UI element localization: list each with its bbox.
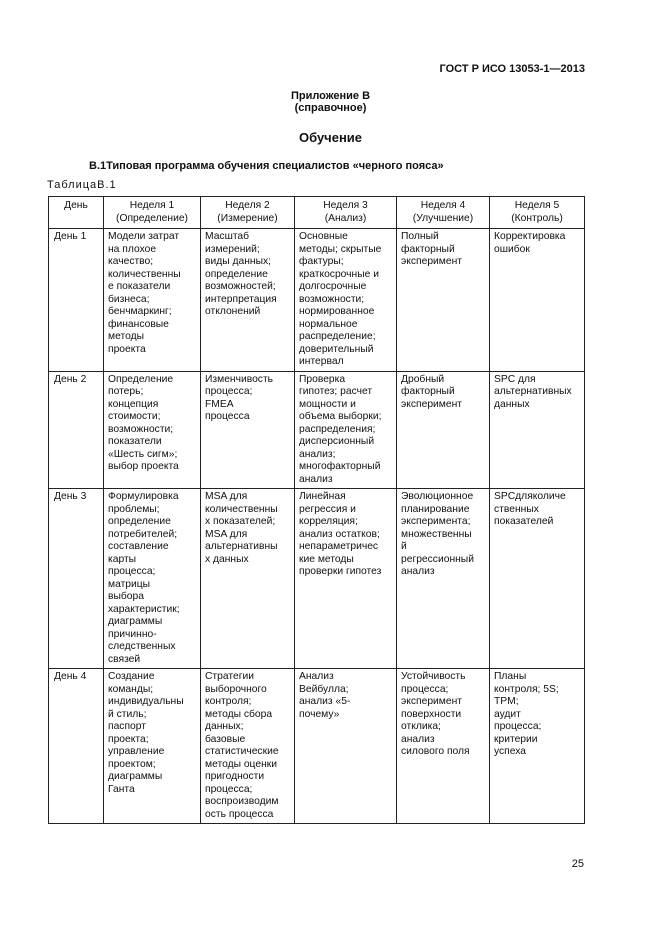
cell-line: MSA для — [205, 528, 248, 540]
cell-line: MSA для — [205, 491, 248, 502]
cell-line: выборочного — [205, 683, 267, 695]
cell-line: возможности; — [108, 423, 174, 435]
cell-line: планирование — [401, 503, 470, 515]
cell-line: количественны — [108, 268, 181, 280]
cell-line: анализ — [401, 733, 435, 745]
cell-line: ошибок — [494, 243, 530, 255]
cell-line: регрессия и — [299, 503, 356, 515]
cell-line: стоимости; — [108, 411, 161, 422]
day-cell: День 1 — [49, 229, 104, 372]
day-cell: День 4 — [49, 669, 104, 824]
cell-line: виды данных; — [205, 256, 272, 267]
cell-line: эксперимент — [401, 398, 463, 410]
cell-line: матрицы — [108, 578, 151, 590]
cell-line: анализ — [299, 473, 333, 485]
cell-line: на плохое — [108, 243, 157, 255]
cell-line: интервал — [299, 356, 344, 367]
header-line: Неделя 2 — [225, 200, 270, 211]
table-cell — [490, 669, 585, 824]
cell-line: Создание — [108, 671, 155, 682]
table-cell — [201, 489, 295, 669]
cell-line: индивидуальны — [108, 696, 184, 707]
table-cell — [104, 489, 201, 669]
cell-line: мощности и — [299, 398, 356, 410]
table-body — [49, 229, 585, 824]
cell-line: альтернативных — [494, 386, 572, 397]
cell-line: процесса — [205, 411, 250, 422]
cell-line: фактуры; — [299, 256, 344, 267]
table-cell — [397, 371, 490, 489]
cell-line: связей — [108, 653, 141, 665]
cell-line: аудит — [494, 708, 521, 720]
table-cell — [397, 489, 490, 669]
cell-line: процесса; — [494, 721, 542, 732]
cell-line: Масштаб — [205, 231, 250, 242]
cell-line: следственных — [108, 641, 176, 652]
header-week-2 — [201, 197, 295, 229]
header-line: Неделя 5 — [514, 200, 560, 211]
cell-line: Проверка — [299, 373, 346, 385]
cell-line: методы оценки — [205, 758, 278, 770]
cell-line: непараметричес — [299, 541, 379, 552]
table-cell — [295, 229, 397, 372]
cell-line: показатели — [108, 436, 162, 447]
header-week-5 — [490, 197, 585, 229]
appendix-type: (справочное) — [294, 102, 367, 114]
cell-line: пригодности — [205, 771, 265, 782]
cell-line: поверхности — [401, 708, 462, 720]
cell-line: возможности; — [299, 293, 365, 305]
table-row — [49, 229, 585, 372]
cell-line: воспроизводим — [205, 796, 279, 807]
header-line: (Определение) — [116, 212, 188, 224]
header-line: (Контроль) — [511, 212, 563, 224]
cell-line: отклонений — [205, 306, 261, 317]
cell-line: доверительный — [299, 343, 374, 355]
header-day — [49, 197, 104, 229]
table-row — [49, 489, 585, 669]
table-cell — [295, 371, 397, 489]
cell-line: нормальное — [299, 318, 358, 330]
cell-line: FMEA — [205, 398, 234, 410]
cell-line: почему» — [299, 708, 340, 720]
cell-line: долгосрочные — [299, 281, 367, 292]
header-line: (Анализ) — [324, 212, 367, 224]
table-cell — [104, 669, 201, 824]
cell-line: Формулировка — [108, 491, 179, 502]
cell-line: Определение — [108, 373, 174, 385]
cell-line: составление — [108, 541, 169, 552]
header-line: (Измерение) — [217, 212, 278, 224]
cell-line: бизнеса; — [108, 293, 150, 305]
table-header-row — [49, 197, 585, 229]
cell-line: проектом; — [108, 758, 156, 770]
cell-line: процесса; — [108, 566, 156, 577]
appendix-title: Приложение В — [290, 90, 371, 102]
table-cell — [104, 371, 201, 489]
cell-line: х данных — [205, 553, 249, 565]
cell-line: Корректировка — [494, 231, 566, 242]
cell-line: анализ «5- — [299, 696, 351, 707]
cell-line: процесса; — [205, 386, 253, 397]
cell-line: Устойчивость — [401, 671, 466, 682]
header-line: День — [64, 200, 88, 211]
cell-line: дисперсионный — [299, 436, 375, 447]
cell-line: гипотез; расчет — [299, 386, 373, 397]
cell-line: объема выборки; — [299, 411, 382, 422]
cell-line: анализ; — [299, 448, 336, 460]
cell-line: анализ — [401, 566, 435, 577]
cell-line: отклика; — [401, 721, 441, 732]
cell-line: потребителей; — [108, 528, 178, 540]
cell-line: Основные — [299, 231, 348, 242]
cell-line: эксперимент — [401, 696, 463, 707]
cell-line: Ганта — [108, 783, 135, 795]
cell-line: Планы — [494, 671, 527, 682]
cell-line: команды; — [108, 683, 154, 695]
table-cell — [490, 229, 585, 372]
cell-line: альтернативны — [205, 541, 278, 552]
cell-line: выбор проекта — [108, 461, 179, 472]
table-cell — [201, 669, 295, 824]
cell-line: статистические — [205, 746, 279, 757]
training-program-table — [48, 196, 585, 824]
cell-line: успеха — [494, 746, 527, 757]
cell-line: процесса; — [401, 683, 449, 695]
cell-line: Линейная — [299, 491, 346, 502]
cell-line: Модели затрат — [108, 231, 180, 242]
header-line: Неделя 4 — [420, 200, 466, 211]
cell-line: силового поля — [401, 746, 470, 757]
cell-line: ость процесса — [205, 808, 274, 820]
cell-line: потерь; — [108, 386, 144, 397]
table-row — [49, 371, 585, 489]
cell-line: факторный — [401, 386, 455, 397]
table-cell — [490, 371, 585, 489]
cell-line: причинно- — [108, 628, 157, 640]
cell-line: е показатели — [108, 281, 171, 292]
cell-line: Стратегии — [205, 671, 254, 682]
cell-line: й — [401, 541, 407, 552]
cell-line: диаграммы — [108, 771, 163, 782]
table-cell — [397, 669, 490, 824]
cell-line: регрессионный — [401, 553, 474, 565]
cell-line: характеристик; — [108, 603, 180, 615]
cell-line: методы сбора — [205, 708, 273, 720]
cell-line: проблемы; — [108, 503, 160, 515]
cell-line: й стиль; — [108, 708, 147, 720]
section-title: Обучение — [298, 130, 363, 145]
header-line: (Улучшение) — [412, 212, 474, 224]
table-cell — [295, 489, 397, 669]
cell-line: критерии — [494, 733, 538, 745]
cell-line: базовые — [205, 733, 246, 745]
cell-line: краткосрочные и — [299, 268, 379, 280]
table-cell — [104, 229, 201, 372]
cell-line: концепция — [108, 398, 159, 410]
cell-line: проекта — [108, 343, 146, 355]
cell-line: Вейбулла; — [299, 683, 349, 695]
cell-line: паспорт — [108, 721, 146, 732]
cell-line: количественны — [205, 503, 278, 515]
cell-line: измерений; — [205, 243, 260, 255]
cell-line: методы — [108, 331, 144, 342]
cell-line: процесса; — [205, 783, 253, 795]
header-line: Неделя 3 — [323, 200, 368, 211]
cell-line: данных — [494, 398, 530, 410]
cell-line: многофакторный — [299, 461, 381, 472]
cell-line: Эволюционное — [401, 491, 474, 502]
cell-line: карты — [108, 553, 137, 565]
cell-line: SPCдляколиче — [494, 491, 566, 502]
cell-line: эксперимент — [401, 256, 463, 267]
table-row — [49, 669, 585, 824]
cell-line: финансовые — [108, 318, 169, 330]
cell-line: TPM; — [494, 696, 519, 707]
cell-line: управление — [108, 746, 165, 757]
cell-line: контроля; 5S; — [494, 683, 559, 695]
page-number: 25 — [571, 858, 584, 870]
cell-line: контроля; — [205, 696, 252, 707]
cell-line: эксперимента; — [401, 516, 471, 527]
cell-line: Полный — [401, 231, 439, 242]
header-line: Неделя 1 — [129, 200, 175, 211]
table-cell — [201, 229, 295, 372]
standard-number: ГОСТ Р ИСО 13053-1—2013 — [439, 63, 585, 75]
day-cell: День 3 — [49, 489, 104, 669]
table-cell — [397, 229, 490, 372]
cell-line: Изменчивость — [205, 373, 274, 385]
cell-line: бенчмаркинг; — [108, 306, 172, 317]
header-week-4 — [397, 197, 490, 229]
cell-line: распределение; — [299, 331, 376, 342]
cell-line: выбора — [108, 591, 144, 602]
table-cell — [490, 489, 585, 669]
cell-line: корреляция; — [299, 516, 358, 527]
day-cell: День 2 — [49, 371, 104, 489]
table-caption: ТаблицаВ.1 — [47, 179, 117, 191]
cell-line: определение — [205, 268, 268, 280]
cell-line: определение — [108, 516, 171, 527]
table-cell — [295, 669, 397, 824]
cell-line: Дробный — [401, 373, 445, 385]
cell-line: множественны — [401, 528, 472, 540]
table-cell — [201, 371, 295, 489]
cell-line: проверки гипотез — [299, 566, 382, 577]
cell-line: факторный — [401, 243, 455, 255]
cell-line: кие методы — [299, 553, 354, 565]
header-week-1 — [104, 197, 201, 229]
cell-line: качество; — [108, 256, 154, 267]
cell-line: методы; скрытые — [299, 243, 382, 255]
cell-line: проекта; — [108, 733, 149, 745]
cell-line: нормированное — [299, 306, 375, 317]
cell-line: возможностей; — [205, 281, 276, 292]
cell-line: распределения; — [299, 423, 376, 435]
cell-line: ственных — [494, 503, 539, 515]
subsection-title: В.1Типовая программа обучения специалистов «черного пояса» — [89, 160, 444, 172]
cell-line: показателей — [494, 516, 554, 527]
cell-line: Анализ — [299, 671, 334, 682]
cell-line: х показателей; — [205, 516, 276, 527]
cell-line: анализ остатков; — [299, 528, 380, 540]
cell-line: интерпретация — [205, 293, 277, 305]
cell-line: данных; — [205, 721, 244, 732]
header-week-3 — [295, 197, 397, 229]
cell-line: диаграммы — [108, 616, 163, 627]
cell-line: SPC для — [494, 373, 536, 385]
cell-line: «Шесть сигм»; — [108, 448, 178, 460]
